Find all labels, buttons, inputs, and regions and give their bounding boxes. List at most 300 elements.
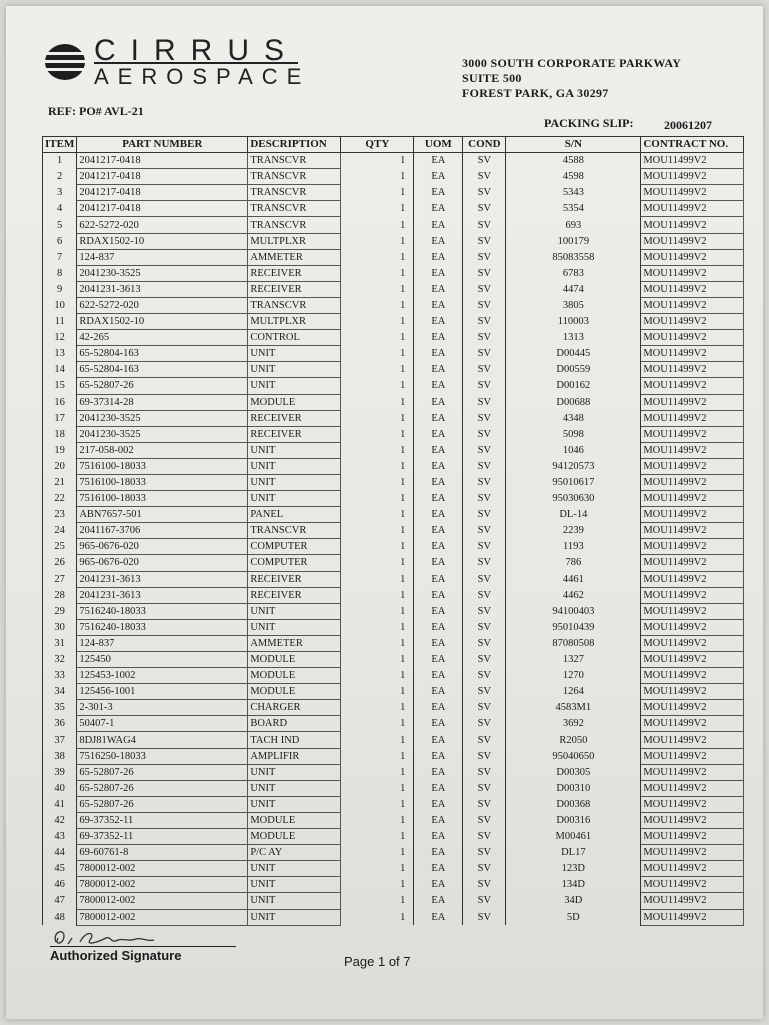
part-number-cell: 7516240-18033 <box>77 603 248 619</box>
description-cell: RECEIVER <box>248 410 341 426</box>
serial-number-cell: R2050 <box>506 732 641 748</box>
uom-cell: EA <box>414 297 463 313</box>
qty-cell: 1 <box>341 233 414 249</box>
cond-cell: SV <box>463 829 506 845</box>
qty-cell: 1 <box>341 297 414 313</box>
contract-number-cell: MOU11499V2 <box>641 716 744 732</box>
table-row <box>43 153 744 169</box>
description-cell: RECEIVER <box>248 281 341 297</box>
serial-number-cell: 693 <box>506 217 641 233</box>
item-number-cell: 24 <box>43 523 77 539</box>
part-number-cell: 65-52804-163 <box>77 346 248 362</box>
cond-cell: SV <box>463 668 506 684</box>
item-number-cell: 4 <box>43 201 77 217</box>
item-number-cell: 23 <box>43 507 77 523</box>
serial-number-cell: 3692 <box>506 716 641 732</box>
serial-number-cell: 87080508 <box>506 635 641 651</box>
serial-number-cell: D00305 <box>506 764 641 780</box>
contract-number-cell: MOU11499V2 <box>641 153 744 169</box>
contract-number-cell: MOU11499V2 <box>641 458 744 474</box>
item-number-cell: 6 <box>43 233 77 249</box>
description-cell: P/C AY <box>248 845 341 861</box>
part-number-cell: 69-60761-8 <box>77 845 248 861</box>
column-header-qty: QTY <box>341 137 414 153</box>
contract-number-cell: MOU11499V2 <box>641 362 744 378</box>
item-number-cell: 27 <box>43 571 77 587</box>
uom-cell: EA <box>414 812 463 828</box>
serial-number-cell: 95010439 <box>506 619 641 635</box>
serial-number-cell: 95010617 <box>506 474 641 490</box>
uom-cell: EA <box>414 619 463 635</box>
item-number-cell: 10 <box>43 297 77 313</box>
table-row <box>43 507 744 523</box>
contract-number-cell: MOU11499V2 <box>641 474 744 490</box>
signature-block <box>50 924 240 963</box>
cond-cell: SV <box>463 539 506 555</box>
cond-cell: SV <box>463 346 506 362</box>
part-number-cell: 2041217-0418 <box>77 201 248 217</box>
packing-list-table <box>42 136 744 926</box>
description-cell: UNIT <box>248 346 341 362</box>
item-number-cell: 46 <box>43 877 77 893</box>
qty-cell: 1 <box>341 330 414 346</box>
company-logo <box>42 36 310 88</box>
qty-cell: 1 <box>341 346 414 362</box>
part-number-cell: 2041167-3706 <box>77 523 248 539</box>
uom-cell: EA <box>414 153 463 169</box>
uom-cell: EA <box>414 426 463 442</box>
serial-number-cell: 1313 <box>506 330 641 346</box>
part-number-cell: 125453-1002 <box>77 668 248 684</box>
part-number-cell: 2-301-3 <box>77 700 248 716</box>
part-number-cell: 965-0676-020 <box>77 555 248 571</box>
qty-cell: 1 <box>341 249 414 265</box>
serial-number-cell: 5354 <box>506 201 641 217</box>
part-number-cell: 7516100-18033 <box>77 491 248 507</box>
part-number-cell: 125450 <box>77 652 248 668</box>
table-row <box>43 780 744 796</box>
description-cell: UNIT <box>248 603 341 619</box>
cond-cell: SV <box>463 587 506 603</box>
uom-cell: EA <box>414 491 463 507</box>
serial-number-cell: D00688 <box>506 394 641 410</box>
table-row <box>43 796 744 812</box>
part-number-cell: 65-52807-26 <box>77 796 248 812</box>
item-number-cell: 5 <box>43 217 77 233</box>
qty-cell: 1 <box>341 442 414 458</box>
cond-cell: SV <box>463 716 506 732</box>
description-cell: MULTPLXR <box>248 233 341 249</box>
serial-number-cell: 4583M1 <box>506 700 641 716</box>
uom-cell: EA <box>414 249 463 265</box>
serial-number-cell: D00368 <box>506 796 641 812</box>
table-header-row <box>43 137 744 153</box>
serial-number-cell: D00162 <box>506 378 641 394</box>
logo-swoosh-icon <box>42 40 88 84</box>
table-row <box>43 474 744 490</box>
contract-number-cell: MOU11499V2 <box>641 829 744 845</box>
description-cell: MULTPLXR <box>248 314 341 330</box>
item-number-cell: 19 <box>43 442 77 458</box>
qty-cell: 1 <box>341 426 414 442</box>
qty-cell: 1 <box>341 410 414 426</box>
item-number-cell: 39 <box>43 764 77 780</box>
contract-number-cell: MOU11499V2 <box>641 378 744 394</box>
cond-cell: SV <box>463 603 506 619</box>
description-cell: TRANSCVR <box>248 523 341 539</box>
cond-cell: SV <box>463 893 506 909</box>
cond-cell: SV <box>463 684 506 700</box>
contract-number-cell: MOU11499V2 <box>641 169 744 185</box>
qty-cell: 1 <box>341 652 414 668</box>
contract-number-cell: MOU11499V2 <box>641 217 744 233</box>
serial-number-cell: 4461 <box>506 571 641 587</box>
description-cell: AMPLIFIR <box>248 748 341 764</box>
table-row <box>43 378 744 394</box>
description-cell: UNIT <box>248 861 341 877</box>
item-number-cell: 11 <box>43 314 77 330</box>
table-row <box>43 587 744 603</box>
qty-cell: 1 <box>341 700 414 716</box>
part-number-cell: 42-265 <box>77 330 248 346</box>
part-number-cell: 65-52807-26 <box>77 764 248 780</box>
contract-number-cell: MOU11499V2 <box>641 700 744 716</box>
uom-cell: EA <box>414 442 463 458</box>
contract-number-cell: MOU11499V2 <box>641 265 744 281</box>
contract-number-cell: MOU11499V2 <box>641 346 744 362</box>
part-number-cell: 7516250-18033 <box>77 748 248 764</box>
uom-cell: EA <box>414 635 463 651</box>
description-cell: TRANSCVR <box>248 201 341 217</box>
qty-cell: 1 <box>341 748 414 764</box>
cond-cell: SV <box>463 764 506 780</box>
qty-cell: 1 <box>341 635 414 651</box>
item-number-cell: 26 <box>43 555 77 571</box>
serial-number-cell: DL-14 <box>506 507 641 523</box>
description-cell: CONTROL <box>248 330 341 346</box>
qty-cell: 1 <box>341 314 414 330</box>
qty-cell: 1 <box>341 491 414 507</box>
part-number-cell: 69-37352-11 <box>77 829 248 845</box>
contract-number-cell: MOU11499V2 <box>641 909 744 925</box>
contract-number-cell: MOU11499V2 <box>641 877 744 893</box>
contract-number-cell: MOU11499V2 <box>641 249 744 265</box>
part-number-cell: 217-058-002 <box>77 442 248 458</box>
table-row <box>43 201 744 217</box>
part-number-cell: RDAX1502-10 <box>77 314 248 330</box>
uom-cell: EA <box>414 169 463 185</box>
uom-cell: EA <box>414 796 463 812</box>
contract-number-cell: MOU11499V2 <box>641 861 744 877</box>
description-cell: UNIT <box>248 893 341 909</box>
item-number-cell: 20 <box>43 458 77 474</box>
description-cell: MODULE <box>248 394 341 410</box>
item-number-cell: 29 <box>43 603 77 619</box>
qty-cell: 1 <box>341 169 414 185</box>
serial-number-cell: 1327 <box>506 652 641 668</box>
part-number-cell: 69-37314-28 <box>77 394 248 410</box>
table-row <box>43 362 744 378</box>
company-address <box>462 56 681 101</box>
part-number-cell: 69-37352-11 <box>77 812 248 828</box>
contract-number-cell: MOU11499V2 <box>641 523 744 539</box>
serial-number-cell: D00445 <box>506 346 641 362</box>
table-row <box>43 877 744 893</box>
part-number-cell: RDAX1502-10 <box>77 233 248 249</box>
description-cell: COMPUTER <box>248 555 341 571</box>
description-cell: CHARGER <box>248 700 341 716</box>
table-row <box>43 523 744 539</box>
part-number-cell: 124-837 <box>77 635 248 651</box>
qty-cell: 1 <box>341 861 414 877</box>
uom-cell: EA <box>414 845 463 861</box>
description-cell: MODULE <box>248 829 341 845</box>
contract-number-cell: MOU11499V2 <box>641 780 744 796</box>
uom-cell: EA <box>414 281 463 297</box>
cond-cell: SV <box>463 909 506 925</box>
address-line: 3000 SOUTH CORPORATE PARKWAY <box>462 56 682 70</box>
description-cell: UNIT <box>248 362 341 378</box>
description-cell: RECEIVER <box>248 265 341 281</box>
cond-cell: SV <box>463 700 506 716</box>
table-row <box>43 845 744 861</box>
cond-cell: SV <box>463 378 506 394</box>
serial-number-cell: 123D <box>506 861 641 877</box>
cond-cell: SV <box>463 249 506 265</box>
description-cell: UNIT <box>248 877 341 893</box>
cond-cell: SV <box>463 571 506 587</box>
uom-cell: EA <box>414 233 463 249</box>
item-number-cell: 31 <box>43 635 77 651</box>
description-cell: MODULE <box>248 652 341 668</box>
serial-number-cell: 4474 <box>506 281 641 297</box>
item-number-cell: 9 <box>43 281 77 297</box>
qty-cell: 1 <box>341 539 414 555</box>
company-subtitle: AEROSPACE <box>94 64 311 89</box>
part-number-cell: 2041217-0418 <box>77 169 248 185</box>
qty-cell: 1 <box>341 877 414 893</box>
item-number-cell: 12 <box>43 330 77 346</box>
qty-cell: 1 <box>341 893 414 909</box>
table-row <box>43 346 744 362</box>
serial-number-cell: 4348 <box>506 410 641 426</box>
table-row <box>43 893 744 909</box>
serial-number-cell: DL17 <box>506 845 641 861</box>
part-number-cell: 622-5272-020 <box>77 217 248 233</box>
uom-cell: EA <box>414 684 463 700</box>
description-cell: COMPUTER <box>248 539 341 555</box>
description-cell: UNIT <box>248 909 341 925</box>
uom-cell: EA <box>414 909 463 925</box>
uom-cell: EA <box>414 668 463 684</box>
qty-cell: 1 <box>341 619 414 635</box>
cond-cell: SV <box>463 153 506 169</box>
item-number-cell: 15 <box>43 378 77 394</box>
qty-cell: 1 <box>341 507 414 523</box>
table-row <box>43 909 744 925</box>
uom-cell: EA <box>414 603 463 619</box>
description-cell: UNIT <box>248 764 341 780</box>
serial-number-cell: 134D <box>506 877 641 893</box>
qty-cell: 1 <box>341 394 414 410</box>
qty-cell: 1 <box>341 201 414 217</box>
part-number-cell: 2041217-0418 <box>77 153 248 169</box>
serial-number-cell: 6783 <box>506 265 641 281</box>
description-cell: UNIT <box>248 458 341 474</box>
item-number-cell: 7 <box>43 249 77 265</box>
part-number-cell: 7800012-002 <box>77 893 248 909</box>
table-row <box>43 684 744 700</box>
cond-cell: SV <box>463 410 506 426</box>
qty-cell: 1 <box>341 716 414 732</box>
qty-cell: 1 <box>341 732 414 748</box>
signature-label: Authorized Signature <box>50 948 182 963</box>
contract-number-cell: MOU11499V2 <box>641 764 744 780</box>
uom-cell: EA <box>414 893 463 909</box>
uom-cell: EA <box>414 877 463 893</box>
uom-cell: EA <box>414 410 463 426</box>
table-row <box>43 394 744 410</box>
contract-number-cell: MOU11499V2 <box>641 684 744 700</box>
item-number-cell: 38 <box>43 748 77 764</box>
contract-number-cell: MOU11499V2 <box>641 297 744 313</box>
part-number-cell: 965-0676-020 <box>77 539 248 555</box>
description-cell: TRANSCVR <box>248 153 341 169</box>
contract-number-cell: MOU11499V2 <box>641 442 744 458</box>
qty-cell: 1 <box>341 265 414 281</box>
uom-cell: EA <box>414 732 463 748</box>
qty-cell: 1 <box>341 523 414 539</box>
serial-number-cell: 34D <box>506 893 641 909</box>
page-number: Page 1 of 7 <box>344 954 411 969</box>
serial-number-cell: 1270 <box>506 668 641 684</box>
table-row <box>43 410 744 426</box>
contract-number-cell: MOU11499V2 <box>641 330 744 346</box>
part-number-cell: 622-5272-020 <box>77 297 248 313</box>
uom-cell: EA <box>414 716 463 732</box>
table-row <box>43 716 744 732</box>
uom-cell: EA <box>414 458 463 474</box>
column-header-contract-no: CONTRACT NO. <box>641 137 744 153</box>
table-row <box>43 732 744 748</box>
cond-cell: SV <box>463 458 506 474</box>
cond-cell: SV <box>463 523 506 539</box>
column-header-item: ITEM <box>43 137 77 153</box>
signature-line <box>50 946 236 947</box>
serial-number-cell: D00310 <box>506 780 641 796</box>
contract-number-cell: MOU11499V2 <box>641 185 744 201</box>
serial-number-cell: 2239 <box>506 523 641 539</box>
description-cell: MODULE <box>248 668 341 684</box>
item-number-cell: 48 <box>43 909 77 925</box>
item-number-cell: 37 <box>43 732 77 748</box>
contract-number-cell: MOU11499V2 <box>641 571 744 587</box>
item-number-cell: 28 <box>43 587 77 603</box>
column-header-part-number: PART NUMBER <box>77 137 248 153</box>
item-number-cell: 36 <box>43 716 77 732</box>
serial-number-cell: 95040650 <box>506 748 641 764</box>
column-header-cond: COND <box>463 137 506 153</box>
item-number-cell: 2 <box>43 169 77 185</box>
description-cell: PANEL <box>248 507 341 523</box>
cond-cell: SV <box>463 812 506 828</box>
address-line: SUITE 500 <box>462 71 522 85</box>
qty-cell: 1 <box>341 845 414 861</box>
serial-number-cell: D00559 <box>506 362 641 378</box>
description-cell: TRANSCVR <box>248 185 341 201</box>
part-number-cell: 124-837 <box>77 249 248 265</box>
uom-cell: EA <box>414 587 463 603</box>
qty-cell: 1 <box>341 378 414 394</box>
item-number-cell: 3 <box>43 185 77 201</box>
uom-cell: EA <box>414 394 463 410</box>
contract-number-cell: MOU11499V2 <box>641 491 744 507</box>
qty-cell: 1 <box>341 603 414 619</box>
qty-cell: 1 <box>341 153 414 169</box>
part-number-cell: 7800012-002 <box>77 861 248 877</box>
table-row <box>43 652 744 668</box>
description-cell: RECEIVER <box>248 587 341 603</box>
cond-cell: SV <box>463 265 506 281</box>
cond-cell: SV <box>463 233 506 249</box>
item-number-cell: 22 <box>43 491 77 507</box>
serial-number-cell: 110003 <box>506 314 641 330</box>
serial-number-cell: 1193 <box>506 539 641 555</box>
table-row <box>43 426 744 442</box>
uom-cell: EA <box>414 474 463 490</box>
part-number-cell: 65-52807-26 <box>77 378 248 394</box>
part-number-cell: 50407-1 <box>77 716 248 732</box>
part-number-cell: 2041230-3525 <box>77 265 248 281</box>
uom-cell: EA <box>414 217 463 233</box>
contract-number-cell: MOU11499V2 <box>641 619 744 635</box>
packing-slip-number: 20061207 <box>664 118 712 132</box>
table-row <box>43 635 744 651</box>
qty-cell: 1 <box>341 909 414 925</box>
uom-cell: EA <box>414 780 463 796</box>
part-number-cell: 7800012-002 <box>77 877 248 893</box>
table-row <box>43 555 744 571</box>
table-row <box>43 233 744 249</box>
description-cell: RECEIVER <box>248 571 341 587</box>
description-cell: RECEIVER <box>248 426 341 442</box>
table-row <box>43 812 744 828</box>
description-cell: TACH IND <box>248 732 341 748</box>
serial-number-cell: 85083558 <box>506 249 641 265</box>
description-cell: TRANSCVR <box>248 169 341 185</box>
cond-cell: SV <box>463 185 506 201</box>
contract-number-cell: MOU11499V2 <box>641 539 744 555</box>
serial-number-cell: 5D <box>506 909 641 925</box>
contract-number-cell: MOU11499V2 <box>641 732 744 748</box>
contract-number-cell: MOU11499V2 <box>641 410 744 426</box>
part-number-cell: ABN7657-501 <box>77 507 248 523</box>
cond-cell: SV <box>463 555 506 571</box>
cond-cell: SV <box>463 732 506 748</box>
cond-cell: SV <box>463 281 506 297</box>
item-number-cell: 33 <box>43 668 77 684</box>
qty-cell: 1 <box>341 362 414 378</box>
uom-cell: EA <box>414 507 463 523</box>
uom-cell: EA <box>414 861 463 877</box>
table-row <box>43 571 744 587</box>
table-row <box>43 249 744 265</box>
part-number-cell: 7800012-002 <box>77 909 248 925</box>
item-number-cell: 30 <box>43 619 77 635</box>
item-number-cell: 8 <box>43 265 77 281</box>
contract-number-cell: MOU11499V2 <box>641 507 744 523</box>
uom-cell: EA <box>414 346 463 362</box>
